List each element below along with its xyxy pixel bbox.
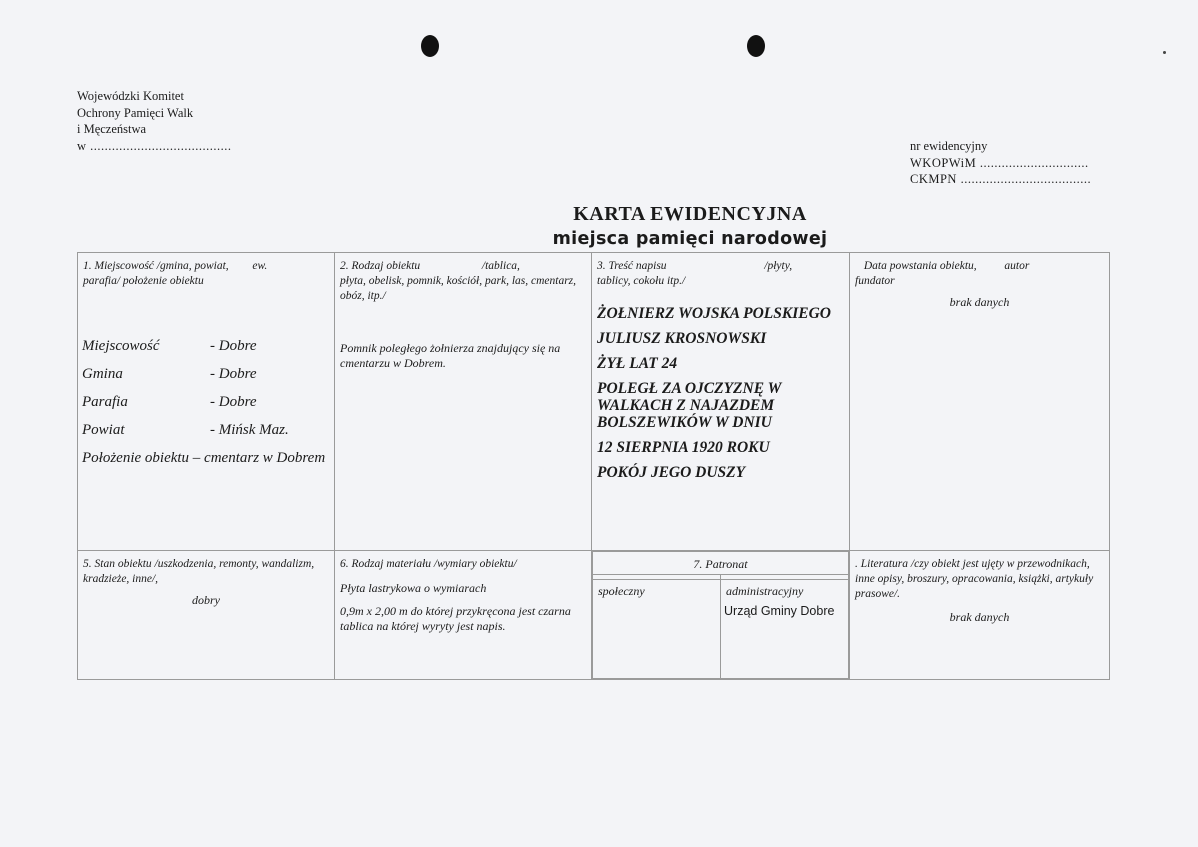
box-condition — [78, 551, 335, 680]
box2-heading-a: 2. Rodzaj obiektu — [340, 260, 421, 272]
location-row — [82, 337, 330, 355]
registry-number-block — [910, 138, 1091, 188]
inscription-line: ŻYŁ LAT 24 — [597, 355, 678, 372]
box1-heading-b: ew. — [252, 260, 268, 272]
material-line-2: 0,9m x 2,00 m do której przykręcona jest czarna tablica na której wyryty jest napis. — [340, 604, 571, 633]
patronage-administrative-value: Urząd Gminy Dobre — [724, 604, 835, 618]
inscription-line: POLEGŁ ZA OJCZYZNĘ W WALKACH Z NAJAZDEM BOLSZEWIKÓW W DNIU — [597, 380, 782, 431]
location-value: - Dobre — [210, 366, 257, 382]
object-type-text: Pomnik poległego żołnierza znajdujący się na cmentarzu w Dobrem. — [340, 341, 561, 370]
condition-value: dobry — [192, 593, 220, 607]
box-material — [335, 551, 592, 680]
committee-header — [77, 88, 232, 154]
object-location: Położenie obiektu – cmentarz w Dobrem — [82, 450, 326, 466]
location-row — [82, 421, 330, 439]
literature-value: brak danych — [949, 610, 1010, 624]
box6-heading: 6. Rodzaj materiału /wymiary obiektu/ — [340, 558, 517, 570]
location-key: Powiat — [82, 422, 125, 438]
material-line-1: Płyta lastrykowa o wymiarach — [340, 581, 487, 595]
box-location — [78, 253, 335, 551]
location-key: Parafia — [82, 394, 128, 410]
scan-speck — [1163, 51, 1166, 54]
registry-label: nr ewidencyjny — [910, 139, 988, 153]
punch-hole-right — [747, 35, 765, 57]
box1-heading-c: parafia/ położenie obiektu — [83, 275, 204, 287]
inscription-line: POKÓJ JEGO DUSZY — [597, 464, 746, 481]
location-value: - Mińsk Maz. — [210, 422, 289, 438]
inscription-line: 12 SIERPNIA 1920 ROKU — [597, 439, 770, 456]
patronage-divider — [720, 574, 721, 678]
box-object-type — [335, 253, 592, 551]
registry-wkopwim: WKOPWiM .............................. — [910, 155, 1089, 170]
patronage-administrative: administracyjny — [726, 584, 804, 598]
box5-heading: 5. Stan obiektu /uszkodzenia, remonty, wandalizm, kradzieże, inne/, — [83, 558, 315, 585]
location-row — [82, 393, 330, 411]
box-literature — [850, 551, 1110, 680]
location-value: - Dobre — [210, 338, 257, 354]
location-key: Gmina — [82, 366, 123, 382]
record-card-table — [77, 252, 1110, 680]
location-value: - Dobre — [210, 394, 257, 410]
box2-heading-b: /tablica, — [481, 260, 520, 272]
registry-ckmpn: CKMPN .................................... — [910, 172, 1092, 186]
card-title: KARTA EWIDENCYJNA — [573, 203, 807, 225]
box4-heading-a: Data powstania obiektu, — [863, 260, 977, 272]
box2-heading-c: płyta, obelisk, pomnik, kościół, park, las, cmentarz, obóz, itp./ — [340, 275, 577, 302]
patronage-social: społeczny — [598, 584, 645, 598]
committee-line-2: Ochrony Pamięci Walk — [77, 105, 194, 120]
committee-line-3: i Męczeństwa — [77, 122, 147, 136]
box4-heading-c: fundator — [855, 275, 895, 287]
committee-line-4: w ....................................... — [77, 138, 232, 153]
patronage-rule — [592, 574, 849, 575]
box-inscription — [592, 253, 850, 551]
card-subtitle: miejsca pamięci narodowej — [552, 229, 828, 249]
location-row — [82, 365, 330, 383]
box3-heading-a: 3. Treść napisu — [597, 260, 667, 272]
box3-heading-b: /płyty, — [764, 260, 793, 272]
creation-date-value: brak danych — [949, 295, 1010, 309]
punch-hole-left — [421, 35, 439, 57]
box1-heading-a: 1. Miejscowość /gmina, powiat, — [83, 260, 229, 272]
box8-heading: . Literatura /czy obiekt jest ujęty w przewodnikach, inne opisy, broszury, opracowania, książki, artykuły prasowe/. — [855, 558, 1094, 600]
box4-heading-b: autor — [1004, 260, 1030, 272]
inscription-line: ŻOŁNIERZ WOJSKA POLSKIEGO — [597, 305, 831, 322]
box7-heading: 7. Patronat — [593, 552, 849, 580]
location-key: Miejscowość — [82, 338, 160, 354]
committee-line-1: Wojewódzki Komitet — [77, 89, 184, 103]
box-creation-date — [850, 253, 1110, 551]
inscription-line: JULIUSZ KROSNOWSKI — [597, 330, 767, 347]
box3-heading-c: tablicy, cokołu itp./ — [597, 275, 686, 287]
